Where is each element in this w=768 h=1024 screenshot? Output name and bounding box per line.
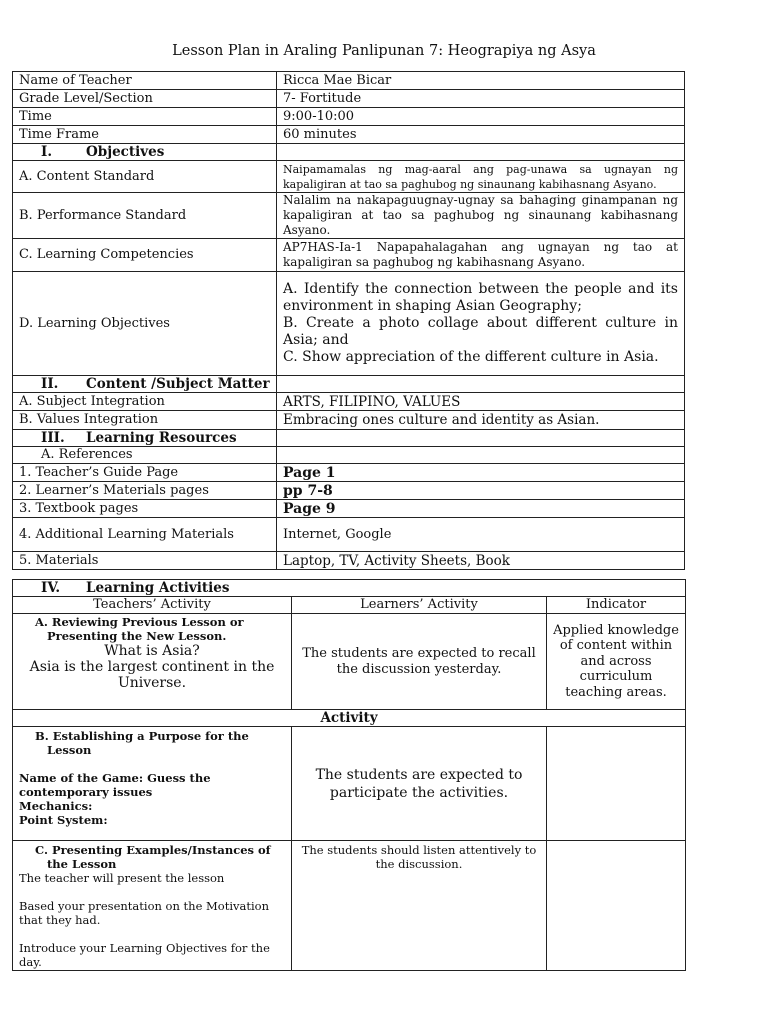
section-title: Learning Resources xyxy=(86,430,237,446)
section-number: IV. xyxy=(41,580,61,596)
table-row xyxy=(13,552,685,570)
activity-text: Based your presentation on the Motivation that they had. xyxy=(19,899,270,927)
label-cell: A. Subject Integration xyxy=(13,393,277,411)
activity-row-b xyxy=(13,727,686,841)
section-title: Objectives xyxy=(86,144,165,160)
value-cell: Naipamamalas ng mag-aaral ang pag-unawa sa ugnayan ng kapaligiran at tao sa paghubog ng sinaunang kabihasnang Asyano. xyxy=(277,161,685,193)
learner-activity-cell: The students are expected to recall the discussion yesterday. xyxy=(292,614,547,710)
label-cell: B. Values Integration xyxy=(13,411,277,430)
value-cell: Nalalim na nakapaguugnay-ugnay sa bahaging ginampanan ng kapaligiran at tao sa paghubog ng sinaunang kabihasnang Asyano. xyxy=(277,193,685,239)
indicator-cell xyxy=(547,841,686,971)
label-cell: 2. Learner’s Materials pages xyxy=(13,482,277,500)
activity-row-a xyxy=(13,614,686,710)
value-cell: Page 1 xyxy=(277,464,685,482)
table-row xyxy=(13,500,685,518)
label-cell: Grade Level/Section xyxy=(13,90,277,108)
table-row xyxy=(13,108,685,126)
empty-cell xyxy=(277,430,685,447)
section-number: II. xyxy=(41,376,59,392)
value-cell: Laptop, TV, Activity Sheets, Book xyxy=(277,552,685,570)
label-cell: C. Learning Competencies xyxy=(13,239,277,272)
label-cell: D. Learning Objectives xyxy=(13,272,277,376)
references-label: A. References xyxy=(13,447,277,464)
section-header-objectives xyxy=(13,144,685,161)
value-cell: Ricca Mae Bicar xyxy=(277,72,685,90)
label-cell: B. Performance Standard xyxy=(13,193,277,239)
table-row xyxy=(13,193,685,239)
mechanics-label: Mechanics: xyxy=(19,799,93,813)
empty-cell xyxy=(277,144,685,161)
table-row xyxy=(13,464,685,482)
col-learner-header: Learners’ Activity xyxy=(292,597,547,614)
activity-text: What is Asia? xyxy=(104,643,200,659)
value-cell: AP7HAS-Ia-1 Napapahalagahan ang ugnayan ng tao at kapaligiran sa paghubog ng kabihasnang Asyano. xyxy=(277,239,685,272)
value-cell: 7- Fortitude xyxy=(277,90,685,108)
value-cell: ARTS, FILIPINO, VALUES xyxy=(277,393,685,411)
objective-c: C. Show appreciation of the different culture in Asia. xyxy=(283,349,659,365)
section-header-content xyxy=(13,376,685,393)
indicator-cell xyxy=(547,727,686,841)
point-system-label: Point System: xyxy=(19,813,108,827)
label-cell: Time Frame xyxy=(13,126,277,144)
table-row xyxy=(13,447,685,464)
table-row xyxy=(13,411,685,430)
activity-title: A. Reviewing Previous Lesson or Presenting the New Lesson. xyxy=(35,615,244,643)
empty-cell xyxy=(277,447,685,464)
col-indicator-header: Indicator xyxy=(547,597,686,614)
value-cell: Page 9 xyxy=(277,500,685,518)
table-row xyxy=(13,393,685,411)
label-cell: 1. Teacher’s Guide Page xyxy=(13,464,277,482)
activity-text: Introduce your Learning Objectives for the day. xyxy=(19,941,270,969)
value-cell: Embracing ones culture and identity as Asian. xyxy=(277,411,685,430)
value-cell: pp 7-8 xyxy=(277,482,685,500)
learning-objectives-cell xyxy=(277,272,685,376)
table-row xyxy=(13,518,685,552)
table-row xyxy=(13,239,685,272)
section-title-cell xyxy=(13,144,277,161)
table-row xyxy=(13,161,685,193)
table-row xyxy=(13,272,685,376)
value-cell: 60 minutes xyxy=(277,126,685,144)
learner-activity-cell: The students are expected to participate the activities. xyxy=(292,727,547,841)
section-number: I. xyxy=(41,144,53,160)
indicator-cell: Applied knowledge of content within and across curriculum teaching areas. xyxy=(547,614,686,710)
section-title-cell xyxy=(13,376,277,393)
value-cell: 9:00-10:00 xyxy=(277,108,685,126)
section-header-resources xyxy=(13,430,685,447)
activity-title: C. Presenting Examples/Instances of the Lesson xyxy=(35,843,271,871)
section-number: III. xyxy=(41,430,65,446)
section-header-activities xyxy=(13,580,686,597)
activity-label-row xyxy=(13,710,686,727)
table-row xyxy=(13,90,685,108)
activity-text: Asia is the largest continent in the Universe. xyxy=(29,659,275,691)
empty-cell xyxy=(277,376,685,393)
table-row xyxy=(13,72,685,90)
activity-label: Activity xyxy=(13,710,686,727)
teacher-activity-cell xyxy=(13,727,292,841)
label-cell: Name of Teacher xyxy=(13,72,277,90)
activity-text: The teacher will present the lesson xyxy=(19,871,225,885)
document-title: Lesson Plan in Araling Panlipunan 7: Heograpiya ng Asya xyxy=(172,43,596,59)
table-row xyxy=(13,126,685,144)
section-title-cell xyxy=(13,580,686,597)
game-name: Name of the Game: Guess the contemporary issues xyxy=(19,771,211,799)
label-cell: 4. Additional Learning Materials xyxy=(13,518,277,552)
lesson-plan-table xyxy=(12,71,685,570)
learner-activity-cell: The students should listen attentively to the discussion. xyxy=(292,841,547,971)
value-cell: Internet, Google xyxy=(277,518,685,552)
activity-title: B. Establishing a Purpose for the Lesson xyxy=(35,729,249,757)
teacher-activity-cell xyxy=(13,841,292,971)
label-cell: Time xyxy=(13,108,277,126)
label-cell: A. Content Standard xyxy=(13,161,277,193)
objective-b: B. Create a photo collage about different culture in Asia; and xyxy=(283,315,678,348)
label-cell: 5. Materials xyxy=(13,552,277,570)
section-title-cell xyxy=(13,430,277,447)
activity-row-c xyxy=(13,841,686,971)
objective-a: A. Identify the connection between the people and its environment in shaping Asian Geography; xyxy=(283,281,678,314)
table-row xyxy=(13,482,685,500)
learning-activities-table xyxy=(12,579,686,971)
col-teacher-header: Teachers’ Activity xyxy=(13,597,292,614)
column-header-row xyxy=(13,597,686,614)
section-title: Content /Subject Matter xyxy=(86,376,270,392)
label-cell: 3. Textbook pages xyxy=(13,500,277,518)
teacher-activity-cell xyxy=(13,614,292,710)
section-title: Learning Activities xyxy=(86,580,230,596)
